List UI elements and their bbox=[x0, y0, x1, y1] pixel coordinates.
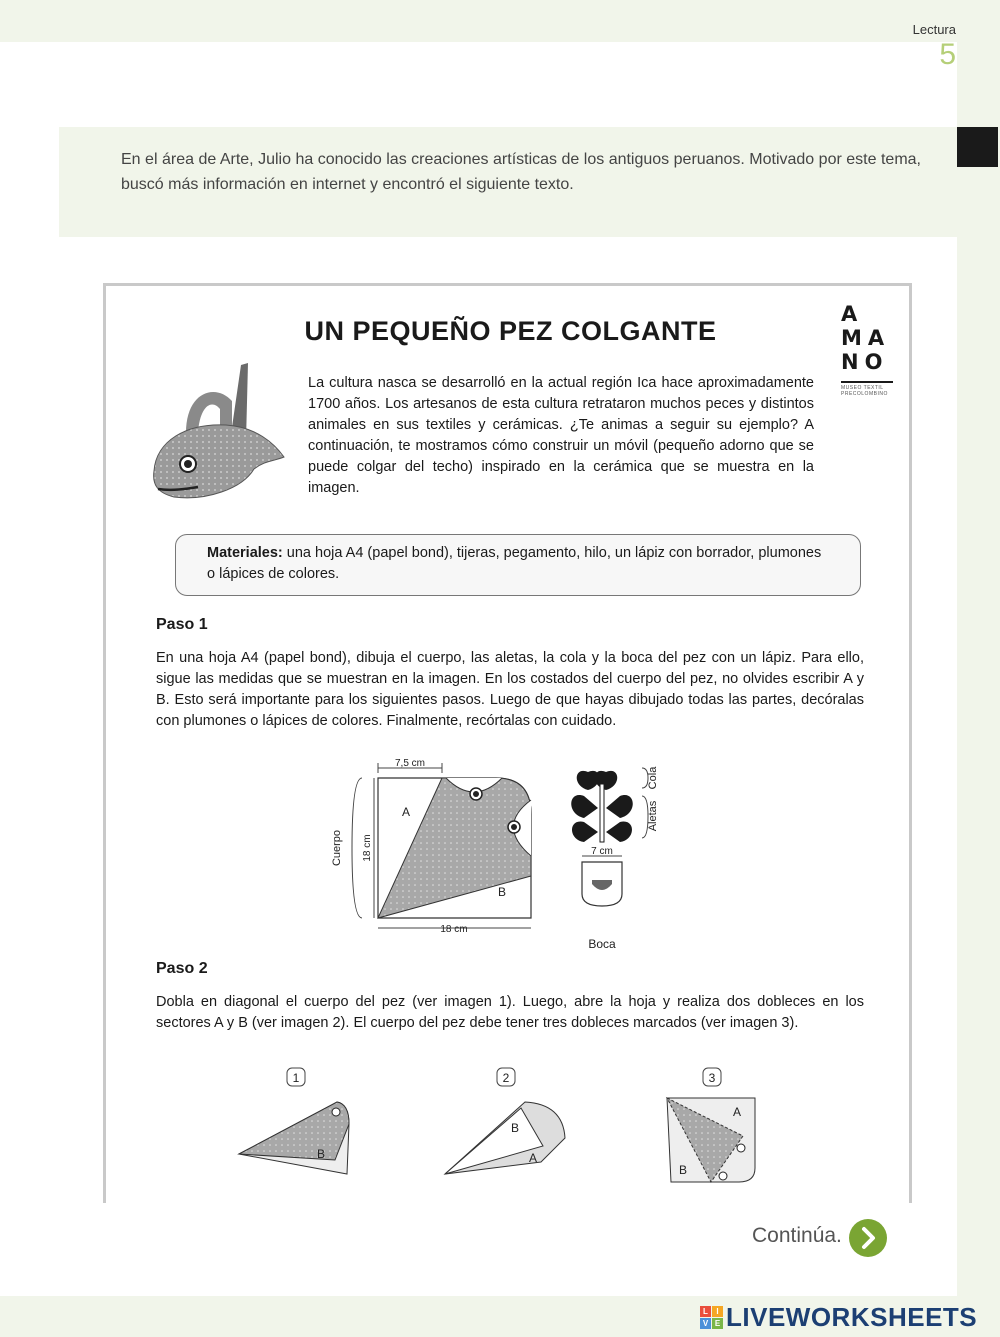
image2-label-b: B bbox=[511, 1121, 520, 1135]
intro-text: En el área de Arte, Julio ha conocido las creaciones artísticas de los antiguos peruanos. Motivado por este tema, buscó más información en internet y encontró el siguiente texto. bbox=[121, 151, 921, 193]
fin-measure-label: 7 cm bbox=[591, 846, 613, 857]
intro-box bbox=[59, 127, 957, 237]
logo-line-3: NO bbox=[841, 350, 889, 374]
top-band bbox=[0, 0, 1000, 42]
page-tab-marker bbox=[957, 127, 998, 167]
liveworksheets-logo bbox=[700, 1302, 977, 1333]
continue-button[interactable] bbox=[849, 1219, 887, 1257]
nasca-fish-ceramic-image bbox=[146, 361, 288, 501]
image1-number: 1 bbox=[292, 1071, 300, 1085]
image1-label-b: B bbox=[317, 1147, 326, 1161]
side-band bbox=[957, 0, 1000, 1337]
step2-title: Paso 2 bbox=[156, 960, 208, 977]
image3-label-a: A bbox=[733, 1105, 742, 1119]
materials-box bbox=[175, 534, 861, 596]
top-measure-label: 7,5 cm bbox=[394, 758, 426, 769]
fins-shape bbox=[571, 771, 633, 842]
body-label: Cuerpo bbox=[331, 829, 343, 867]
continue-link[interactable]: Continúa. bbox=[752, 1224, 842, 1247]
document-title: UN PEQUEÑO PEZ COLGANTE bbox=[304, 316, 717, 346]
step2-text: Dobla en diagonal el cuerpo del pez (ver imagen 1). Luego, abre la hoja y realiza dos dobleces en los sectores A y B (ver imagen 2). El cuerpo del pez debe tener tres dobleces marcados (ver imagen 3). bbox=[156, 994, 864, 1031]
body-label-a: A bbox=[402, 805, 411, 819]
logo-underline bbox=[841, 381, 893, 383]
image2-number: 2 bbox=[502, 1071, 510, 1085]
step1-diagram bbox=[316, 756, 696, 956]
mouth-label: Boca bbox=[588, 937, 616, 951]
image3-label-b: B bbox=[679, 1163, 688, 1177]
liveworksheets-brand: LIVEWORKSHEETS bbox=[726, 1302, 978, 1332]
step1-title: Paso 1 bbox=[156, 616, 208, 633]
liveworksheets-icon: L I V E bbox=[700, 1306, 723, 1329]
step1-text: En una hoja A4 (papel bond), dibuja el cuerpo, las aletas, la cola y la boca del pez con un lápiz. Para ello, sigue las medidas que se muestran en la imagen. En los costados del cuerpo del pez, no olvides escribir A y B. Esto será importante para los siguientes pasos. Luego de que hayas dibujado todas las partes, decóralas con plumones o lápices de colores. Finalmente, recórtalas con cuidado. bbox=[156, 650, 864, 729]
side-measure-label: 18 cm bbox=[362, 834, 373, 862]
fins-label: Aletas bbox=[647, 800, 659, 832]
amano-logo bbox=[841, 302, 901, 374]
image3-number: 3 bbox=[708, 1071, 716, 1085]
document-frame bbox=[103, 283, 912, 1203]
logo-subtitle: MUSEO TEXTIL PRECOLOMBINO bbox=[841, 385, 888, 397]
tail-label: Cola bbox=[647, 766, 659, 790]
section-label: Lectura bbox=[912, 22, 956, 37]
document-paragraph: La cultura nasca se desarrolló en la actual región Ica hace aproximadamente 1700 años. Los artesanos de esta cultura retrataron muchos peces y distintos animales en sus textiles y cerámicas. ¿Te animas a seguir su ejemplo? A continuación, te mostramos cómo construir un móvil (pequeño adorno que se puede colgar del techo) inspirado en la cerámica que se muestra en la imagen. bbox=[308, 375, 814, 496]
materials-text: una hoja A4 (papel bond), tijeras, pegamento, hilo, un lápiz con borrador, plumones o lápices de colores. bbox=[207, 545, 822, 582]
chevron-right-icon bbox=[849, 1219, 887, 1257]
bottom-measure-label: 18 cm bbox=[440, 924, 468, 935]
logo-line-1: A bbox=[841, 302, 864, 326]
logo-line-2: MA bbox=[841, 326, 891, 350]
section-number: 5 bbox=[939, 38, 956, 71]
step2-diagram bbox=[231, 1064, 771, 1194]
materials-label: Materiales: bbox=[207, 545, 283, 561]
body-label-b: B bbox=[498, 885, 507, 899]
image2-label-a: A bbox=[529, 1151, 538, 1165]
